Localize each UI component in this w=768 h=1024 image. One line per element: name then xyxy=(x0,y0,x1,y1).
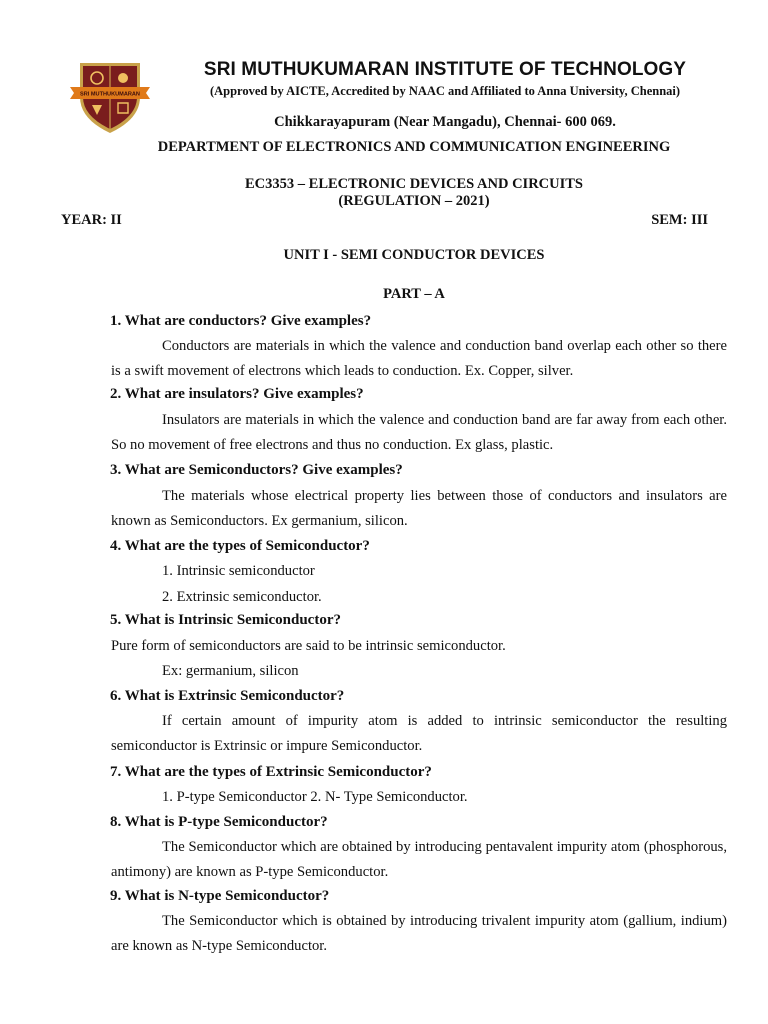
answer-3: The materials whose electrical property lies between those of conductors and insulators are known as Semiconductors. Ex germanium, silicon. xyxy=(111,488,727,529)
sem-label: SEM: III xyxy=(651,212,708,228)
question-1: 1. What are conductors? Give examples? xyxy=(110,313,372,329)
department-name: DEPARTMENT OF ELECTRONICS AND COMMUNICATION ENGINEERING xyxy=(157,139,671,155)
list-item: 2. Extrinsic semiconductor. xyxy=(162,589,322,605)
answer-9: The Semiconductor which is obtained by introducing trivalent impurity atom (gallium, indium) are known as N-type Semiconductor. xyxy=(111,913,727,954)
question-5: 5. What is Intrinsic Semiconductor? xyxy=(110,612,341,628)
logo-text: SRI MUTHUKUMARAN xyxy=(80,91,140,98)
example-5: Ex: germanium, silicon xyxy=(162,663,299,679)
regulation: (REGULATION – 2021) xyxy=(338,193,490,209)
answer-6: If certain amount of impurity atom is added to intrinsic semiconductor the resulting semiconductor is Extrinsic or impure Semiconductor. xyxy=(111,713,727,754)
list-item: 1. Intrinsic semiconductor xyxy=(162,563,315,579)
answer-8: The Semiconductor which are obtained by introducing pentavalent impurity atom (phosphorous, antimony) are known as P-type Semiconductor. xyxy=(111,839,727,880)
part-title: PART – A xyxy=(383,286,445,302)
question-7: 7. What are the types of Extrinsic Semiconductor? xyxy=(110,764,432,780)
course-title: EC3353 – ELECTRONIC DEVICES AND CIRCUITS xyxy=(245,176,583,192)
question-2: 2. What are insulators? Give examples? xyxy=(110,386,364,402)
answer-5: Pure form of semiconductors are said to be intrinsic semiconductor. xyxy=(111,638,506,654)
list-item: 1. P-type Semiconductor 2. N- Type Semiconductor. xyxy=(162,789,468,805)
approval-line: (Approved by AICTE, Accredited by NAAC and Affiliated to Anna University, Chennai) xyxy=(209,84,681,98)
course-block xyxy=(40,176,768,210)
answer-2: Insulators are materials in which the valence and conduction band are far away from each other. So no movement of free electrons and thus no conduction. Ex glass, plastic. xyxy=(111,412,727,453)
institute-logo xyxy=(68,57,152,135)
question-4: 4. What are the types of Semiconductor? xyxy=(110,538,370,554)
address-line: Chikkarayapuram (Near Mangadu), Chennai- 600 069. xyxy=(274,114,616,130)
question-8: 8. What is P-type Semiconductor? xyxy=(110,814,328,830)
question-6: 6. What is Extrinsic Semiconductor? xyxy=(110,688,345,704)
question-3: 3. What are Semiconductors? Give examples? xyxy=(110,462,403,478)
answer-1: Conductors are materials in which the valence and conduction band overlap each other so there is a swift movement of electrons which leads to conduction. Ex. Copper, silver. xyxy=(111,338,727,379)
question-9: 9. What is N-type Semiconductor? xyxy=(110,888,330,904)
institute-name: SRI MUTHUKUMARAN INSTITUTE OF TECHNOLOGY xyxy=(203,59,687,80)
year-label: YEAR: II xyxy=(61,212,122,228)
unit-title: UNIT I - SEMI CONDUCTOR DEVICES xyxy=(283,247,545,263)
